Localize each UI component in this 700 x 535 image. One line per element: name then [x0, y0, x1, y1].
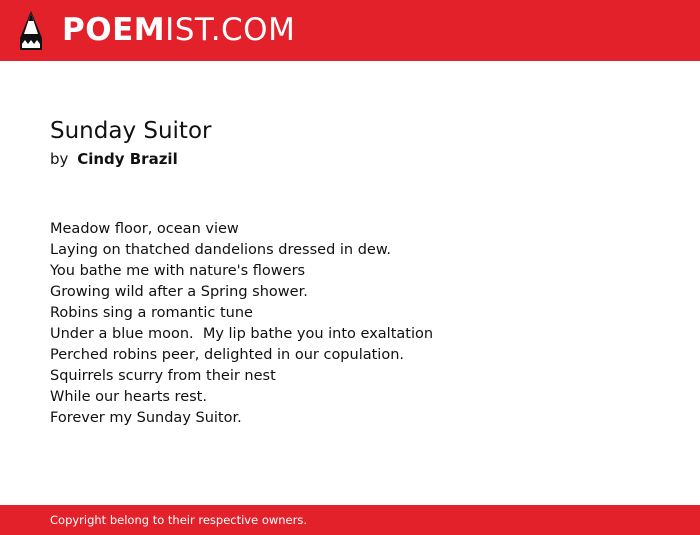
poem-line: While our hearts rest.: [50, 389, 207, 405]
by-label: by: [50, 150, 69, 168]
site-header: [0, 0, 700, 61]
pencil-tip-icon[interactable]: [18, 10, 44, 51]
site-logo[interactable]: [62, 11, 295, 49]
poem-line: Laying on thatched dandelions dressed in dew.: [50, 242, 391, 258]
poem-line: Forever my Sunday Suitor.: [50, 410, 242, 426]
copyright-text: Copyright belong to their respective owners.: [50, 513, 308, 527]
poem-line: Robins sing a romantic tune: [50, 305, 253, 321]
poem-title: Sunday Suitor: [50, 118, 212, 144]
poem-line: You bathe me with nature's flowers: [50, 263, 306, 279]
author-name: Cindy Brazil: [77, 150, 178, 168]
byline: [50, 149, 178, 169]
poem-line: Growing wild after a Spring shower.: [50, 284, 308, 300]
logo-bold-text: POEM: [62, 12, 166, 48]
logo-light-text: IST.COM: [165, 12, 296, 48]
poem-line: Perched robins peer, delighted in our copulation.: [50, 347, 405, 363]
poem-line: Squirrels scurry from their nest: [50, 368, 276, 384]
poem-body: [50, 219, 650, 429]
poem-line: Meadow floor, ocean view: [50, 221, 239, 237]
site-footer: [0, 505, 700, 535]
poem-line: Under a blue moon. My lip bathe you into exaltation: [50, 326, 434, 342]
